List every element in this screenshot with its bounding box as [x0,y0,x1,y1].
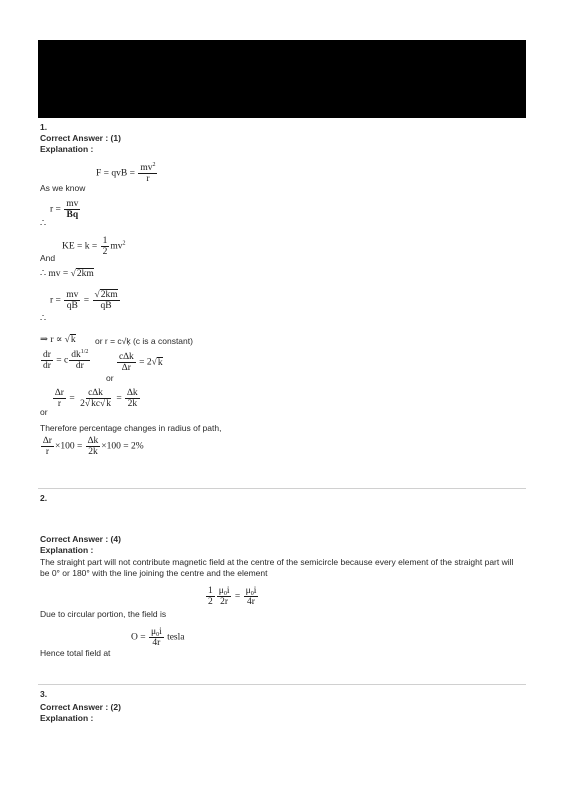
equation-delta-ratio: $\frac{\Delta r}{r}$ = $\frac{c\Delta k}{2√kc√k}$ = $\frac{\Delta k}{2k}$ [55,388,138,409]
separator-1 [38,488,526,489]
or-text-1: or [106,373,114,383]
therefore-percentage-text: Therefore percentage changes in radius of path, [40,423,222,433]
equation-proportional: ⇒ r ∝ √k [40,335,76,345]
question-2-explanation-label: Explanation : [40,545,94,555]
question-1-correct-answer: Correct Answer : (1) [40,133,121,143]
as-we-know-text: As we know [40,183,86,193]
therefore-symbol: ∴ [40,219,47,229]
equation-radius-momentum: r = $\frac{mv}{qB}$ = $\frac{√2km}{qB}$ [50,290,118,311]
equation-percentage: $\frac{\Delta r}{r}$ ×100 = $\frac{\Delta k}{2k}$ ×100 = 2% [43,436,144,457]
question-3-explanation-label: Explanation : [40,713,94,723]
equation-total-field: O = $\frac{\mu_0i}{4r}$ tesla [131,627,185,648]
equation-delta-relation: $\frac{c\Delta k}{\Delta r}$ = 2√k [119,352,163,373]
circular-portion-text: Due to circular portion, the field is [40,609,167,619]
separator-2 [38,684,526,685]
equation-kinetic-energy: KE = k = $\frac{1}{2}$ $mv^2$ [62,236,126,257]
equation-radius: r = $\frac{mv}{Bq}$ [50,199,79,220]
question-3-number: 3. [40,689,48,699]
question-2-body: The straight part will not contribute magnetic field at the centre of the semicircle because every element of the straight part will be 0° or 180° with the line joining the centre and the element [40,557,514,578]
equation-derivative: $\frac{dr}{dr}$ = c $\frac{dk^{1/2}}{dr}$ [43,349,89,371]
equation-momentum: ∴ mv = √2km [40,269,94,279]
question-3-correct-answer: Correct Answer : (2) [40,702,121,712]
question-1-number: 1. [40,122,48,132]
question-2-number: 2. [40,493,48,503]
question-1-explanation-label: Explanation : [40,144,94,154]
or-text-2: or [40,407,48,417]
and-text: And [40,253,56,263]
header-banner [38,40,526,118]
equation-lorentz-force: F = qvB = $\frac{mv^2}{r}$ [96,162,156,184]
therefore-symbol-2: ∴ [40,314,47,324]
question-2-correct-answer: Correct Answer : (4) [40,534,121,544]
hence-total-field-text: Hence total field at [40,648,111,658]
tesla-unit: tesla [167,632,185,643]
r-constant-text: or r = c√ķ (c is a constant) [95,336,193,346]
equation-semicircle-field: $\frac{1}{2}$ $\frac{\mu_0i}{2r}$ = $\frac{\mu_0i}{4r}$ [208,586,257,607]
